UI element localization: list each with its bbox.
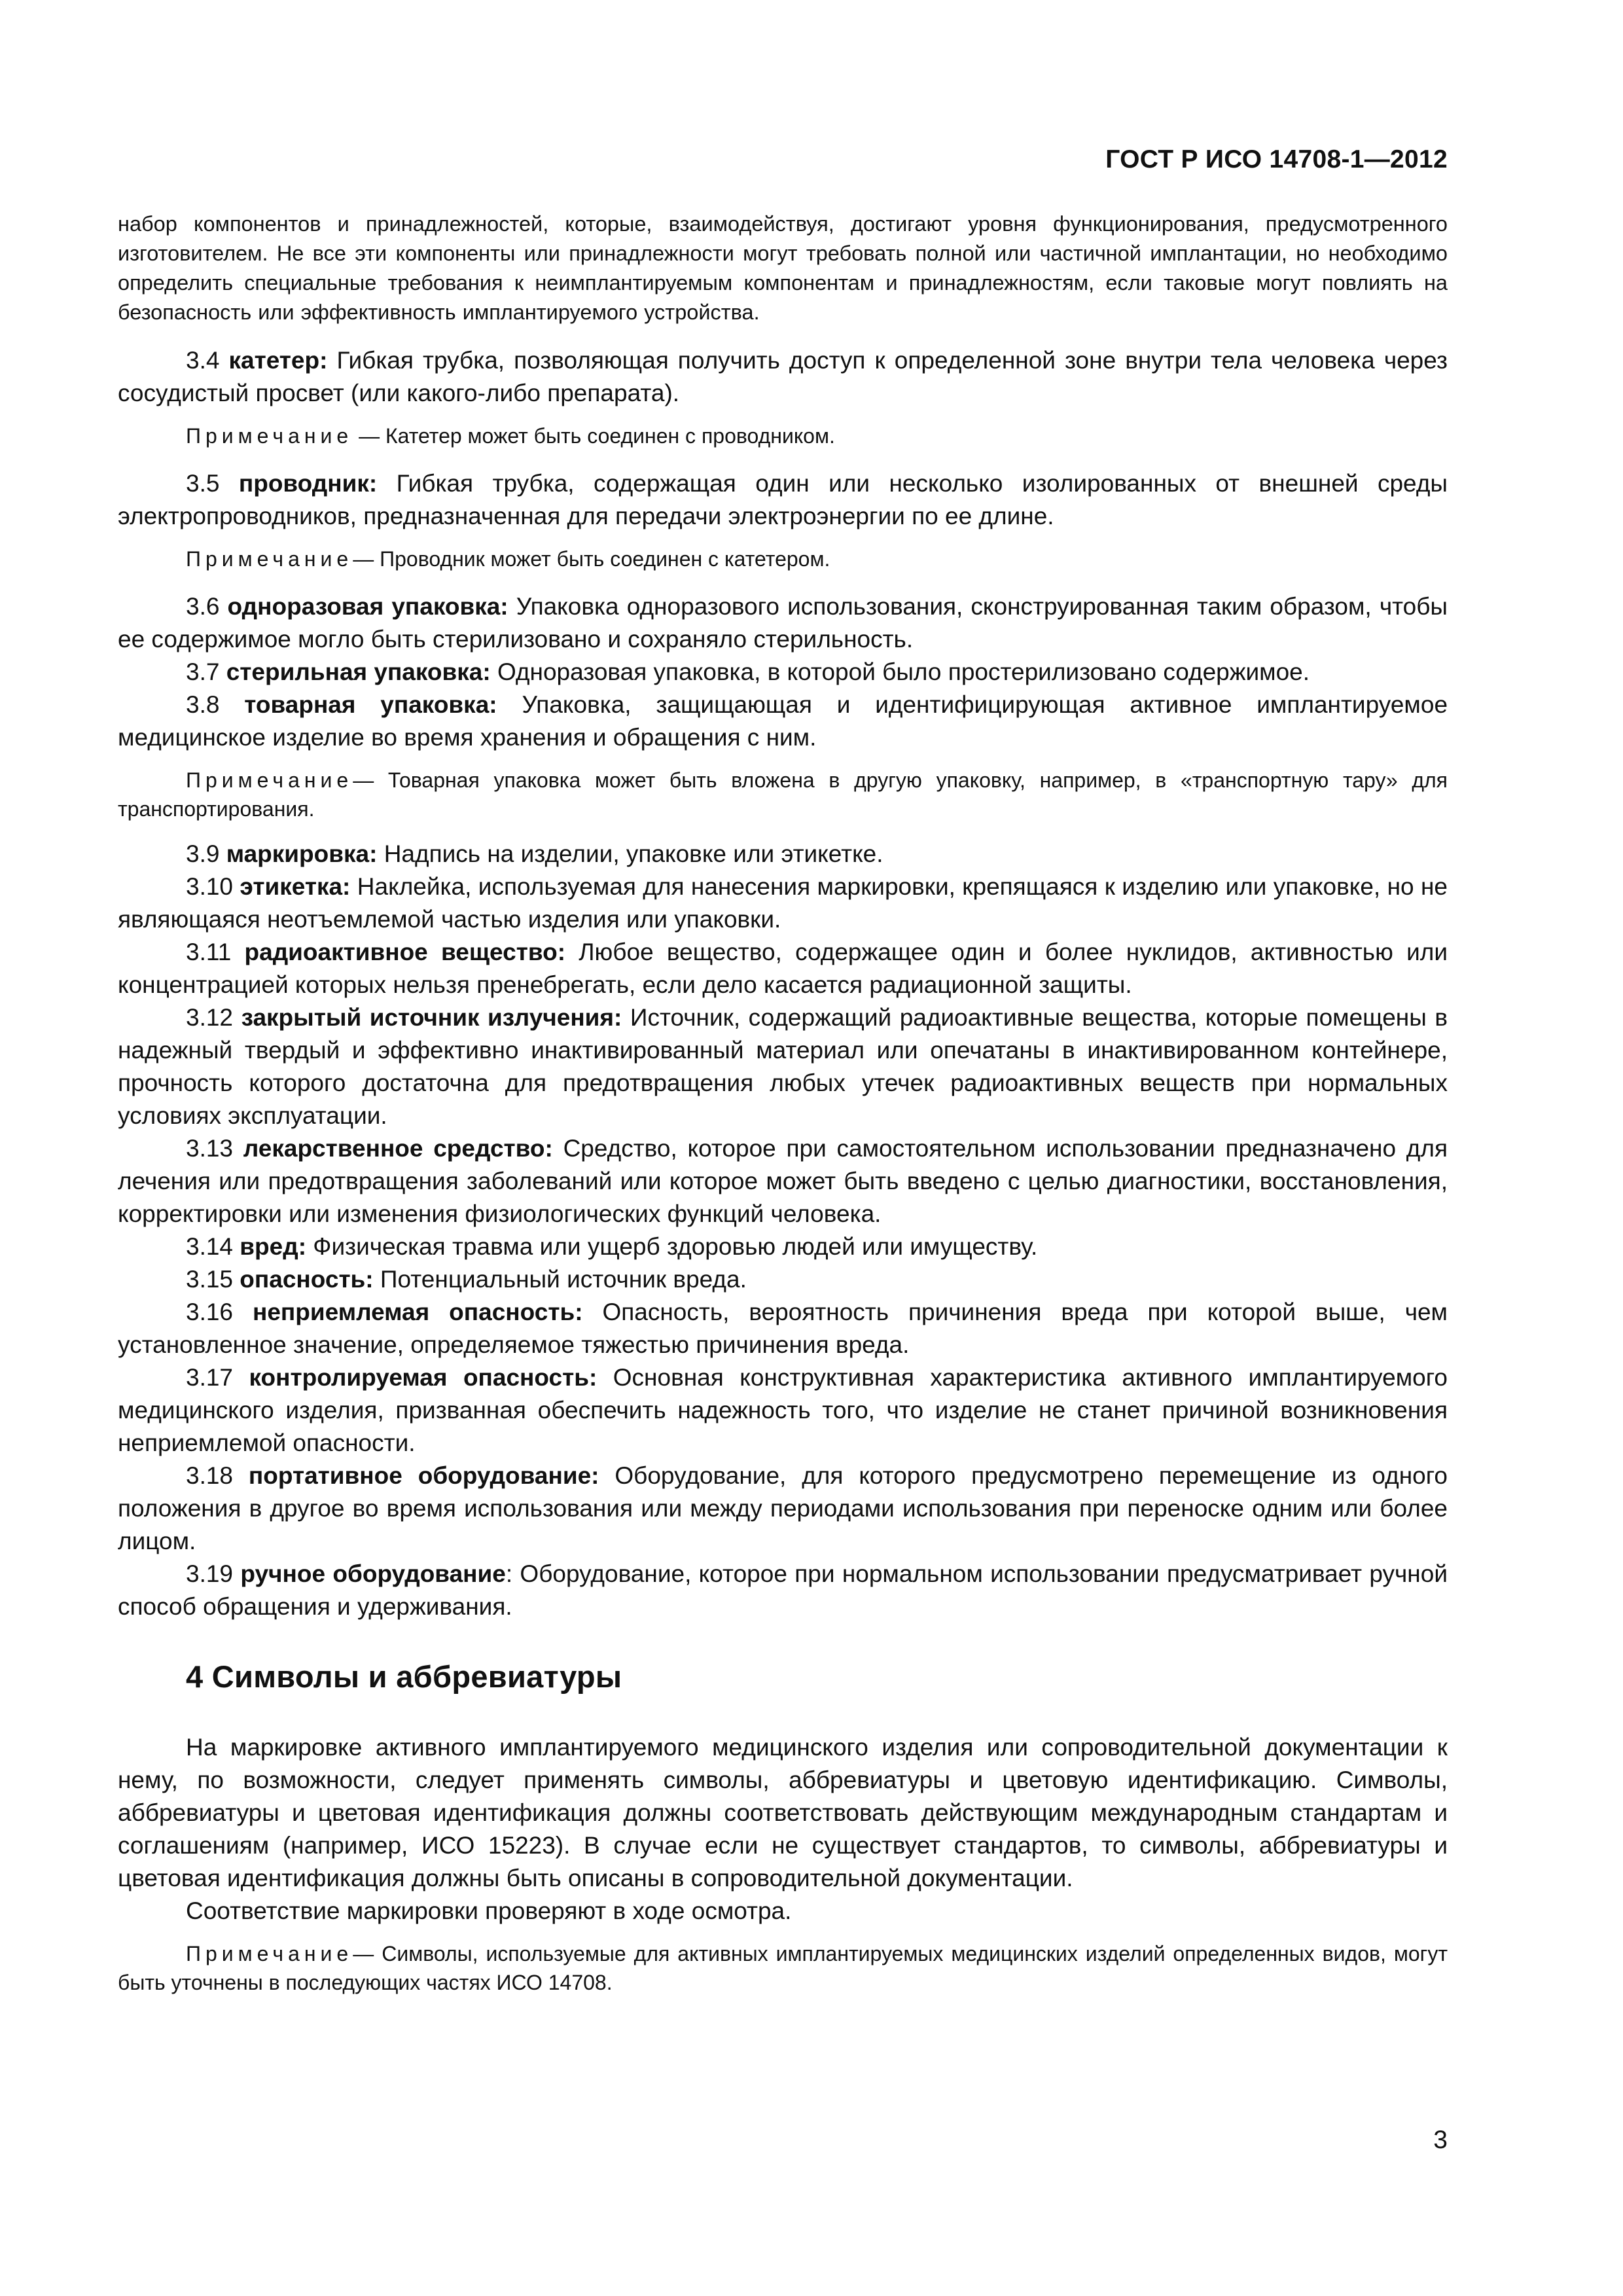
definition-3-14 xyxy=(118,1230,1448,1263)
definition-term: катетер: xyxy=(228,347,328,374)
section-4-note xyxy=(118,1939,1448,1997)
note-text: — Товарная упаковка может быть вложена в другую упаковку, например, в «транспортную тару» для транспортирования. xyxy=(118,768,1448,821)
definition-3-11 xyxy=(118,936,1448,1001)
definition-text: Упаковка, защищающая и идентифицирующая активное имплантируемое медицинское изделие во время хранения и обращения с ним. xyxy=(118,691,1448,751)
note-text: — Символы, используемые для активных имплантируемых медицинских изделий определенных видов, могут быть уточнены в последующих частях ИСО 14708. xyxy=(118,1942,1448,1994)
definition-number: 3.11 xyxy=(186,939,232,965)
definition-term: стерильная упаковка: xyxy=(226,658,491,685)
definition-number: 3.10 xyxy=(186,873,234,900)
definition-term: товарная упаковка: xyxy=(244,691,497,718)
definition-term: портативное оборудование: xyxy=(248,1462,599,1489)
definition-3-5 xyxy=(118,467,1448,533)
definition-term: опасность: xyxy=(240,1266,374,1293)
section-4-title: 4 Символы и аббревиатуры xyxy=(186,1659,622,1694)
definition-3-4 xyxy=(118,344,1448,410)
note-label: Примечание xyxy=(186,768,353,792)
definition-3-15 xyxy=(118,1263,1448,1296)
definition-term: вред: xyxy=(240,1233,307,1260)
definition-term: закрытый источник излучения: xyxy=(241,1004,622,1031)
definition-text: Физическая травма или ущерб здоровью людей или имуществу. xyxy=(306,1233,1038,1260)
definition-text: Одноразовая упаковка, в которой было простерилизовано содержимое. xyxy=(490,658,1310,685)
definition-number: 3.18 xyxy=(186,1462,234,1489)
definition-number: 3.13 xyxy=(186,1135,234,1162)
section-4-paragraph-1: На маркировке активного имплантируемого медицинского изделия или сопроводительной документации к нему, по возможности, следует применять символы, аббревиатуры и цветовую идентификацию. Символы, аббревиатуры и цветовая идентификация должны соответствовать действующим международным стандартам и соглашениям (например, ИСО 15223). В случае если не существует стандартов, то символы, аббревиатуры и цветовая идентификация должны быть описаны в сопроводительной документации. xyxy=(118,1734,1448,1892)
definition-number: 3.19 xyxy=(186,1560,234,1587)
page-number: 3 xyxy=(1433,2126,1448,2154)
definition-number: 3.12 xyxy=(186,1004,234,1031)
definition-term: проводник: xyxy=(238,470,378,497)
definition-number: 3.8 xyxy=(186,691,220,718)
definition-3-8 xyxy=(118,689,1448,754)
note-label: Примечание xyxy=(186,1942,353,1965)
definition-text: Надпись на изделии, упаковке или этикетке. xyxy=(377,840,883,867)
definition-number: 3.6 xyxy=(186,593,220,620)
definition-term: ручное оборудование xyxy=(240,1560,506,1587)
definition-3-19 xyxy=(118,1558,1448,1623)
definition-3-17 xyxy=(118,1361,1448,1460)
page-content xyxy=(118,209,1448,2014)
definition-3-10 xyxy=(118,870,1448,936)
note-label: Примечание xyxy=(186,424,353,448)
standard-header: ГОСТ Р ИСО 14708-1—2012 xyxy=(1105,145,1448,173)
definition-text: Потенциальный источник вреда. xyxy=(373,1266,747,1293)
definition-term: одноразовая упаковка: xyxy=(227,593,508,620)
definition-text: Гибкая трубка, содержащая один или несколько изолированных от внешней среды электропроводников, предназначенная для передачи электроэнергии по ее длине. xyxy=(118,470,1448,529)
definition-text: Опасность, вероятность причинения вреда при которой выше, чем установленное значение, определяемое тяжестью причинения вреда. xyxy=(118,1299,1448,1358)
definition-3-18 xyxy=(118,1460,1448,1558)
definition-number: 3.5 xyxy=(186,470,220,497)
definition-3-9 xyxy=(118,838,1448,870)
definition-text: Источник, содержащий радиоактивные вещества, которые помещены в надежный твердый и эффективно инактивированный материал или опечатаны в инактивированном контейнере, прочность которого достаточна для предотвращения любых утечек радиоактивных веществ при нормальных условиях эксплуатации. xyxy=(118,1004,1448,1129)
definition-text: Наклейка, используемая для нанесения маркировки, крепящаяся к изделию или упаковке, но не являющаяся неотъемлемой частью изделия или упаковки. xyxy=(118,873,1448,933)
definition-3-7 xyxy=(118,656,1448,689)
note-3-4 xyxy=(118,422,1448,450)
note-label: Примечание xyxy=(186,547,353,571)
definition-3-13 xyxy=(118,1132,1448,1230)
definition-number: 3.9 xyxy=(186,840,220,867)
note-3-8 xyxy=(118,766,1448,823)
definition-text: Гибкая трубка, позволяющая получить доступ к определенной зоне внутри тела человека через сосудистый просвет (или какого-либо препарата). xyxy=(118,347,1448,406)
definition-text: Основная конструктивная характеристика активного имплантируемого медицинского изделия, призванная обеспечить надежность того, что изделие не станет причиной возникновения неприемлемой опасности. xyxy=(118,1364,1448,1456)
definition-term: радиоактивное вещество: xyxy=(244,939,566,965)
definition-text: Упаковка одноразового использования, сконструированная таким образом, чтобы ее содержимое могло быть стерилизовано и сохраняло стерильность. xyxy=(118,593,1448,653)
definition-number: 3.14 xyxy=(186,1233,234,1260)
note-3-5 xyxy=(118,545,1448,573)
definition-text: Средство, которое при самостоятельном использовании предназначено для лечения или предотвращения заболеваний или которое может быть введено с целью диагностики, восстановления, корректировки или изменения физиологических функций человека. xyxy=(118,1135,1448,1227)
definition-number: 3.4 xyxy=(186,347,220,374)
definition-number: 3.7 xyxy=(186,658,220,685)
definition-text: Любое вещество, содержащее один и более нуклидов, активностью или концентрацией которых нельзя пренебрегать, если дело касается радиационной защиты. xyxy=(118,939,1448,998)
intro-paragraph: набор компонентов и принадлежностей, которые, взаимодействуя, достигают уровня функционирования, предусмотренного изготовителем. Не все эти компоненты или принадлежности могут требовать полной или частичной имплантации, но необходимо определить специальные требования к неимплантируемым компонентам и принадлежностям, если таковые могут повлиять на безопасность или эффективность имплантируемого устройства. xyxy=(118,212,1448,324)
document-page xyxy=(118,0,1448,2296)
definition-term: неприемлемая опасность: xyxy=(252,1299,583,1325)
definition-number: 3.17 xyxy=(186,1364,234,1391)
definition-number: 3.15 xyxy=(186,1266,234,1293)
definition-number: 3.16 xyxy=(186,1299,234,1325)
definition-term: контролируемая опасность: xyxy=(249,1364,597,1391)
definition-text: : Оборудование, которое при нормальном использовании предусматривает ручной способ обращения и удерживания. xyxy=(118,1560,1448,1620)
section-4-paragraph-2: Соответствие маркировки проверяют в ходе осмотра. xyxy=(186,1897,792,1924)
definition-term: лекарственное средство: xyxy=(243,1135,553,1162)
note-text: — Проводник может быть соединен с катетером. xyxy=(353,547,830,571)
definition-term: этикетка: xyxy=(240,873,351,900)
definition-term: маркировка: xyxy=(226,840,378,867)
definition-3-16 xyxy=(118,1296,1448,1361)
definition-text: Оборудование, для которого предусмотрено перемещение из одного положения в другое во время использования или между периодами использования при переноске одним или более лицом. xyxy=(118,1462,1448,1554)
definition-3-12 xyxy=(118,1001,1448,1132)
note-text: — Катетер может быть соединен с проводником. xyxy=(353,424,835,448)
definition-3-6 xyxy=(118,590,1448,656)
